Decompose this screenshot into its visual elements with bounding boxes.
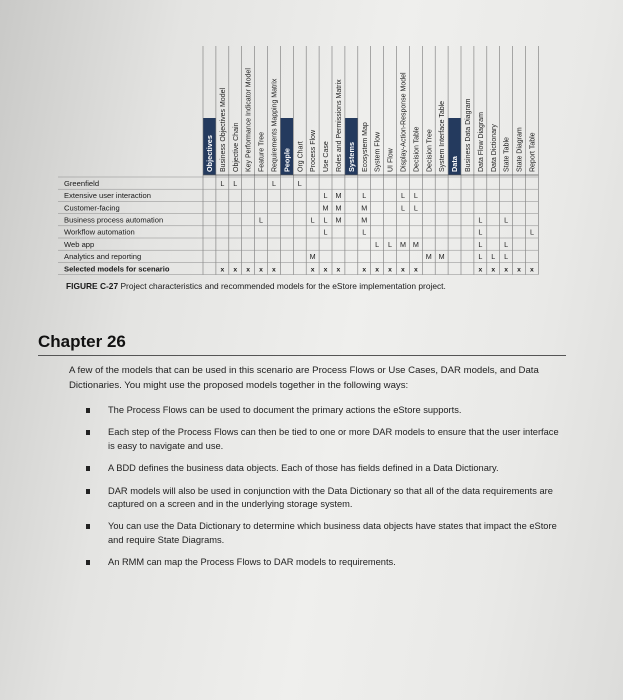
list-item xyxy=(86,485,566,512)
recommendation-mark: M xyxy=(322,203,329,213)
column-header-label: Objective Chain xyxy=(232,122,240,172)
recommendation-mark: L xyxy=(478,252,483,262)
bullet-icon xyxy=(86,489,90,494)
selected-mark: x xyxy=(388,266,392,274)
recommendation-mark: L xyxy=(529,227,534,237)
recommendation-mark: M xyxy=(335,215,342,225)
group-header-label: Systems xyxy=(346,141,356,172)
recommendation-mark: M xyxy=(361,203,368,213)
recommendation-mark: L xyxy=(388,239,393,249)
chapter-intro: A few of the models that can be used in this scenario are Process Flows or Use Cases, DAR models, and Data Dictionaries. You might use the proposed models together in the following ways: xyxy=(69,365,539,391)
selected-mark: x xyxy=(375,266,380,274)
column-header-label: Ecosystem Map xyxy=(361,122,369,172)
list-item-text: The Process Flows can be used to document the primary actions the eStore supports. xyxy=(108,405,462,415)
selected-mark: x xyxy=(413,266,418,274)
list-item xyxy=(86,462,566,475)
recommendation-mark: L xyxy=(491,252,496,262)
column-header-label: Feature Tree xyxy=(258,131,266,172)
list-item-text: DAR models will also be used in conjunction with the Data Dictionary so that all of the data requirements are captured on a screen and in the underlying storage system. xyxy=(108,485,553,510)
recommendation-mark: M xyxy=(425,252,432,262)
column-header-label: Key Performance Indicator Model xyxy=(245,68,253,172)
list-item-text: You can use the Data Dictionary to determine which business data objects have states that impact the eStore and require State Diagrams. xyxy=(108,521,557,545)
model-matrix-figure xyxy=(58,40,578,280)
list-item xyxy=(86,556,566,569)
recommendation-mark: L xyxy=(220,178,225,188)
column-header-label: Decision Table xyxy=(413,126,421,172)
column-header-label: Roles and Permissions Matrix xyxy=(335,79,343,172)
recommendation-mark: L xyxy=(504,215,509,225)
list-item-text: Each step of the Process Flows can then be tied to one or more DAR models to ensure that the user interface is easy to navigate and use. xyxy=(108,427,559,451)
recommendation-mark: L xyxy=(259,215,264,225)
recommendation-mark: M xyxy=(309,252,316,262)
selected-mark: x xyxy=(323,266,328,274)
model-matrix xyxy=(58,40,578,280)
recommendation-mark: L xyxy=(478,227,483,237)
bullet-icon xyxy=(86,560,90,565)
column-header-label: UI Flow xyxy=(387,148,395,172)
selected-mark: x xyxy=(272,266,276,274)
recommendation-mark: M xyxy=(412,239,419,249)
recommendation-mark: M xyxy=(335,191,342,201)
column-header-label: Process Flow xyxy=(310,129,318,172)
selected-mark: x xyxy=(530,266,534,274)
recommendation-mark: L xyxy=(504,239,509,249)
recommendation-mark: M xyxy=(361,215,368,225)
column-header-label: State Diagram xyxy=(516,127,524,172)
column-header-label: Decision Tree xyxy=(426,129,434,172)
recommendation-mark: L xyxy=(233,178,238,188)
recommendation-mark: L xyxy=(413,191,418,201)
recommendation-mark: L xyxy=(400,191,405,201)
column-header-label: Display-Action-Response Model xyxy=(400,72,408,172)
row-label: Workflow automation xyxy=(64,227,135,237)
row-label: Customer-facing xyxy=(64,203,120,213)
list-item-text: A BDD defines the business data objects. Each of those has fields defined in a Data Dictionary. xyxy=(108,463,499,474)
group-header-label: People xyxy=(282,148,292,172)
selected-mark: x xyxy=(478,266,483,274)
selected-mark: x xyxy=(517,266,521,274)
column-header-label: Report Table xyxy=(529,132,537,172)
chapter-title: Chapter 26 xyxy=(38,332,126,351)
selected-mark: x xyxy=(259,266,263,274)
recommendation-mark: L xyxy=(323,227,328,237)
selected-mark: x xyxy=(336,266,341,274)
selected-mark: x xyxy=(401,266,405,274)
row-label: Business process automation xyxy=(64,215,164,225)
row-label: Extensive user interaction xyxy=(64,191,151,201)
recommendation-mark: L xyxy=(478,215,483,225)
column-header-label: Data Flow Diagram xyxy=(477,112,485,172)
bullet-icon xyxy=(86,408,90,413)
selected-mark: x xyxy=(220,266,225,274)
recommendation-mark: L xyxy=(362,227,367,237)
group-header-label: Objectives xyxy=(204,135,214,172)
column-header-label: Requirements Mapping Matrix xyxy=(271,78,279,172)
model-usage-list xyxy=(86,404,566,579)
selected-mark: x xyxy=(362,266,367,274)
column-header-label: Business Data Diagram xyxy=(464,98,472,172)
list-item xyxy=(86,520,566,547)
row-label: Analytics and reporting xyxy=(64,252,142,262)
column-header-label: System Interface Table xyxy=(439,100,447,172)
row-label: Selected models for scenario xyxy=(64,264,170,274)
recommendation-mark: M xyxy=(438,252,445,262)
bullet-icon xyxy=(86,524,90,529)
recommendation-mark: L xyxy=(271,178,276,188)
recommendation-mark: L xyxy=(297,178,302,188)
column-header-label: Org Chart xyxy=(297,141,305,172)
column-header-label: System Flow xyxy=(374,131,382,172)
column-header-label: Business Objectives Model xyxy=(219,87,227,172)
bullet-icon xyxy=(86,430,90,435)
selected-mark: x xyxy=(233,266,238,274)
column-header-label: State Table xyxy=(503,137,511,172)
list-item xyxy=(86,404,566,417)
recommendation-mark: L xyxy=(323,191,328,201)
row-label: Greenfield xyxy=(64,178,100,188)
bullet-icon xyxy=(86,466,90,471)
recommendation-mark: L xyxy=(323,215,328,225)
recommendation-mark: L xyxy=(478,239,483,249)
recommendation-mark: L xyxy=(375,239,380,249)
figure-caption xyxy=(66,281,566,291)
selected-mark: x xyxy=(504,266,509,274)
row-label: Web app xyxy=(64,239,95,249)
recommendation-mark: L xyxy=(413,203,418,213)
chapter-rule xyxy=(38,355,566,356)
list-item-text: An RMM can map the Process Flows to DAR models to requirements. xyxy=(108,557,396,568)
recommendation-mark: L xyxy=(310,215,315,225)
figure-caption-text: Project characteristics and recommended models for the eStore implementation project. xyxy=(118,281,446,291)
recommendation-mark: M xyxy=(335,203,342,213)
selected-mark: x xyxy=(310,266,315,274)
column-header-label: Use Case xyxy=(323,141,331,172)
recommendation-mark: L xyxy=(504,252,509,262)
recommendation-mark: M xyxy=(399,239,406,249)
recommendation-mark: L xyxy=(400,203,405,213)
recommendation-mark: L xyxy=(362,191,367,201)
figure-label: FIGURE C-27 xyxy=(66,281,119,291)
selected-mark: x xyxy=(491,266,496,274)
group-header-label: Data xyxy=(450,156,460,172)
selected-mark: x xyxy=(246,266,251,274)
column-header-label: Data Dictionary xyxy=(490,124,498,172)
list-item xyxy=(86,426,566,453)
